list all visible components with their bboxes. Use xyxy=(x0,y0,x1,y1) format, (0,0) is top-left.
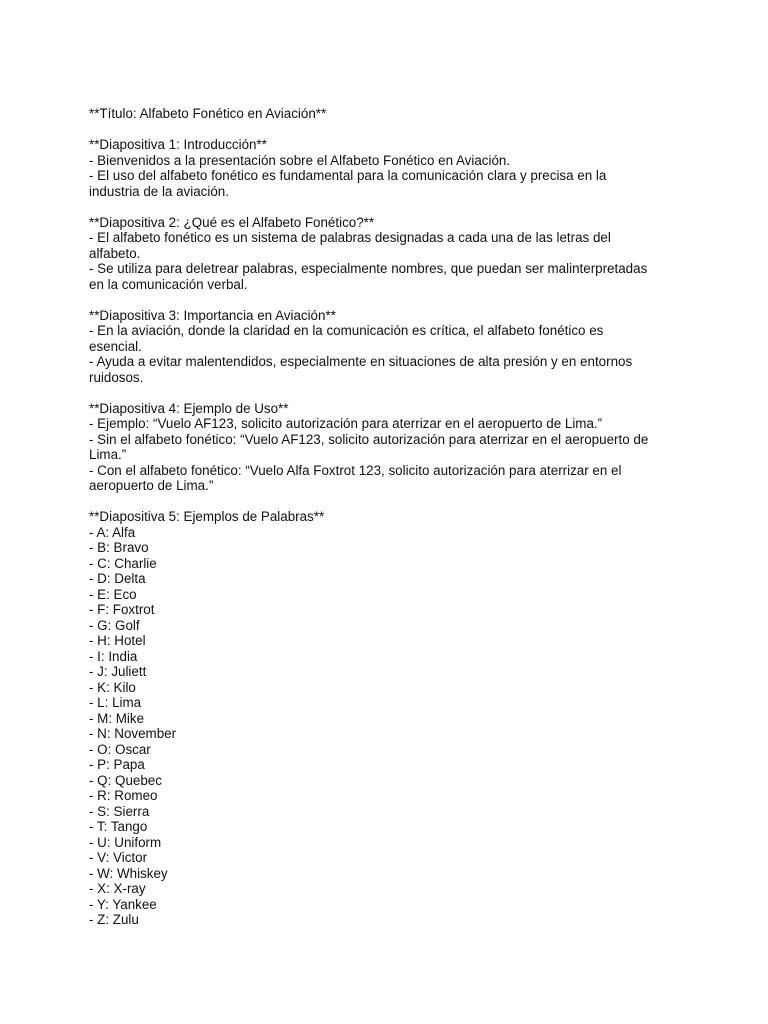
list-item: - X: X-ray xyxy=(89,881,146,896)
slide-1-heading: **Diapositiva 1: Introducción** xyxy=(89,137,267,152)
slide-4-section xyxy=(89,401,679,494)
list-item: - D: Delta xyxy=(89,571,146,586)
list-item: - Y: Yankee xyxy=(89,896,157,912)
slide-1-line: - Bienvenidos a la presentación sobre el Alfabeto Fonético en Aviación. xyxy=(89,152,511,168)
list-item: - G: Golf xyxy=(89,617,140,633)
slide-5-heading: **Diapositiva 5: Ejemplos de Palabras** xyxy=(89,509,325,524)
list-item: - V: Victor xyxy=(89,850,148,865)
slide-3-line: esencial. xyxy=(89,338,142,354)
slide-4-line: - Ejemplo: “Vuelo AF123, solicito autorización para aterrizar en el aeropuerto de Lima.” xyxy=(89,416,603,431)
slide-2-section xyxy=(89,215,679,293)
slide-1-line: industria de la aviación. xyxy=(89,183,229,199)
slide-2-line: - Se utiliza para deletrear palabras, especialmente nombres, que puedan ser malinterpretadas xyxy=(89,261,648,276)
list-item: - W: Whiskey xyxy=(89,865,168,881)
list-item: - I: India xyxy=(89,648,138,664)
slide-2-heading: **Diapositiva 2: ¿Qué es el Alfabeto Fonético?** xyxy=(89,214,375,230)
list-item: - E: Eco xyxy=(89,586,137,602)
list-item: - Q: Quebec xyxy=(89,772,162,788)
list-item: - S: Sierra xyxy=(89,803,150,819)
list-item: - F: Foxtrot xyxy=(89,602,155,617)
list-item: - U: Uniform xyxy=(89,834,162,850)
document-page xyxy=(89,106,679,928)
list-item: - H: Hotel xyxy=(89,633,146,648)
slide-2-line: alfabeto. xyxy=(89,245,141,261)
list-item: - L: Lima xyxy=(89,695,142,710)
slide-1-line: - El uso del alfabeto fonético es fundamental para la comunicación clara y precisa en la xyxy=(89,168,607,183)
list-item: - N: November xyxy=(89,726,177,741)
slide-4-heading: **Diapositiva 4: Ejemplo de Uso** xyxy=(89,400,289,416)
slide-3-section xyxy=(89,308,679,386)
list-item: - K: Kilo xyxy=(89,679,136,695)
slide-3-heading: **Diapositiva 3: Importancia en Aviación** xyxy=(89,307,336,323)
slide-1-section xyxy=(89,137,679,199)
slide-4-line: Lima.” xyxy=(89,447,127,462)
slide-4-line: aeropuerto de Lima.” xyxy=(89,478,214,493)
slide-3-line: ruidosos. xyxy=(89,369,144,385)
document-title: **Título: Alfabeto Fonético en Aviación** xyxy=(89,106,327,121)
slide-5-section xyxy=(89,509,679,928)
slide-4-line: - Con el alfabeto fonético: “Vuelo Alfa Foxtrot 123, solicito autorización para aterrizar en el xyxy=(89,462,622,478)
list-item: - C: Charlie xyxy=(89,555,157,571)
slide-2-line: - El alfabeto fonético es un sistema de palabras designadas a cada una de las letras del xyxy=(89,230,611,245)
list-item: - A: Alfa xyxy=(89,524,136,540)
slide-2-line: en la comunicación verbal. xyxy=(89,276,248,292)
slide-4-line: - Sin el alfabeto fonético: “Vuelo AF123, solicito autorización para aterrizar en el aeropuerto de xyxy=(89,431,649,447)
phonetic-alphabet-list xyxy=(89,525,679,928)
list-item: - M: Mike xyxy=(89,710,145,726)
list-item: - B: Bravo xyxy=(89,540,149,555)
slide-3-line: - En la aviación, donde la claridad en la comunicación es crítica, el alfabeto fonético es xyxy=(89,323,604,338)
list-item: - T: Tango xyxy=(89,819,148,834)
slide-3-line: - Ayuda a evitar malentendidos, especialmente en situaciones de alta presión y en entornos xyxy=(89,354,633,369)
list-item: - R: Romeo xyxy=(89,788,158,803)
list-item: - O: Oscar xyxy=(89,741,151,757)
list-item: - Z: Zulu xyxy=(89,912,139,927)
list-item: - P: Papa xyxy=(89,757,145,772)
list-item: - J: Juliett xyxy=(89,664,147,679)
